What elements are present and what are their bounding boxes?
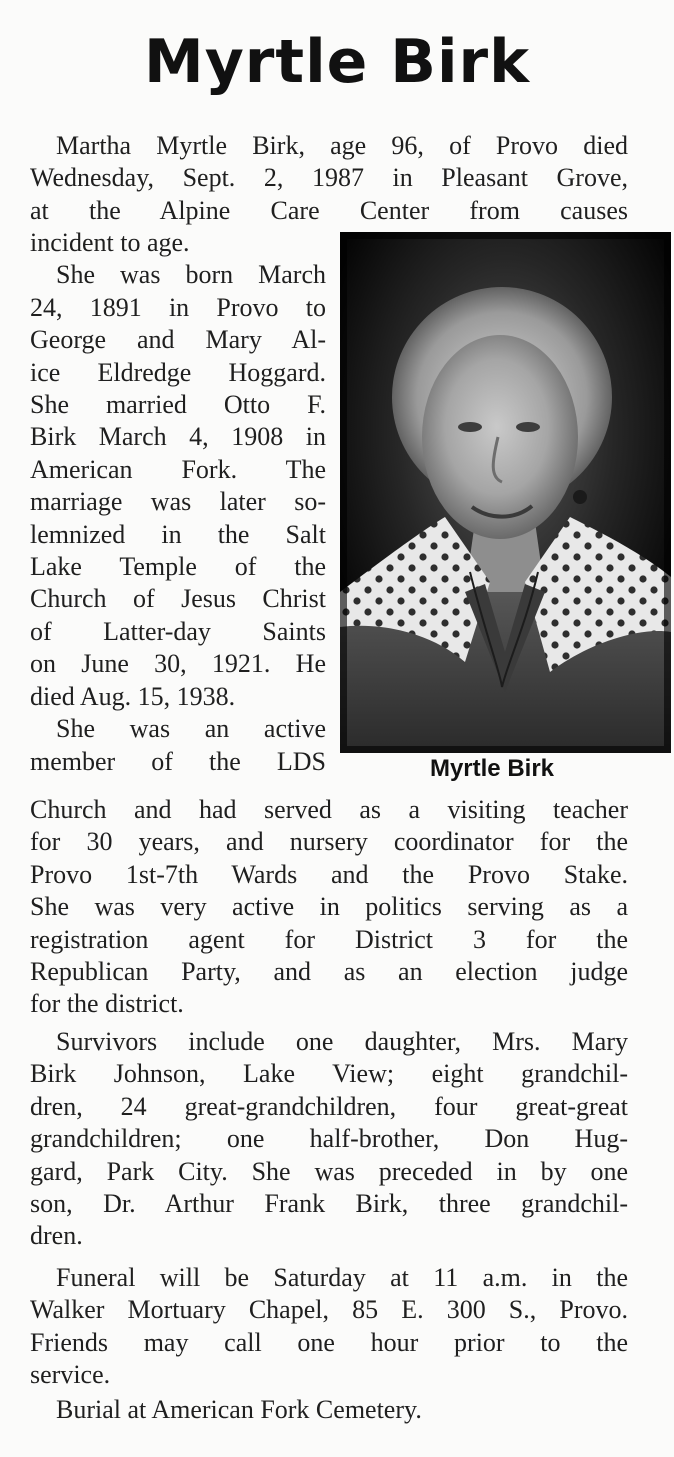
paragraph-6 bbox=[30, 1394, 628, 1426]
text-line: of Latter-day Saints bbox=[30, 616, 326, 646]
text-line: Church and had served as a visiting teacher bbox=[30, 795, 628, 824]
text-line: Church of Jesus Christ bbox=[30, 584, 326, 614]
portrait-photo bbox=[340, 232, 671, 753]
text-line: ice Eldredge Hoggard. bbox=[30, 357, 326, 387]
text-line: registration agent for District 3 for the bbox=[30, 924, 628, 954]
text-line: for 30 years, and nursery coordinator for the bbox=[30, 827, 628, 857]
text-line: on June 30, 1921. He bbox=[30, 649, 326, 679]
text-line: Burial at American Fork Cemetery. bbox=[56, 1395, 422, 1424]
text-line: Provo 1st-7th Wards and the Provo Stake. bbox=[30, 859, 628, 889]
text-line: 24, 1891 in Provo to bbox=[30, 292, 326, 322]
headline: Myrtle Birk bbox=[143, 27, 531, 97]
paragraph-3 bbox=[30, 794, 628, 1021]
text-line: at the Alpine Care Center from causes bbox=[30, 195, 628, 225]
text-line: She married Otto F. bbox=[30, 390, 326, 420]
text-line: died Aug. 15, 1938. bbox=[30, 681, 236, 711]
paragraph-5 bbox=[30, 1262, 628, 1392]
text-line: Survivors include one daughter, Mrs. Mary bbox=[56, 1027, 628, 1056]
text-line: She was very active in politics serving as a bbox=[30, 892, 628, 922]
text-line: son, Dr. Arthur Frank Birk, three grandchil- bbox=[30, 1189, 628, 1219]
text-line: member of the LDS bbox=[30, 746, 326, 776]
text-line: Wednesday, Sept. 2, 1987 in Pleasant Grove, bbox=[30, 163, 628, 193]
text-line: American Fork. The bbox=[30, 454, 326, 484]
text-line: lemnized in the Salt bbox=[30, 519, 326, 549]
text-line: dren, 24 great-grandchildren, four great-great bbox=[30, 1091, 628, 1121]
text-line: She was born March bbox=[56, 260, 326, 290]
paragraph-2 bbox=[30, 227, 326, 778]
text-line: dren. bbox=[30, 1221, 83, 1251]
text-line: grandchildren; one half-brother, Don Hug- bbox=[30, 1124, 628, 1154]
text-line: Friends may call one hour prior to the bbox=[30, 1327, 628, 1357]
text-line: service. bbox=[30, 1360, 111, 1390]
text-line: marriage was later so- bbox=[30, 487, 326, 517]
text-line: George and Mary Al- bbox=[30, 325, 326, 355]
text-line: gard, Park City. She was preceded in by one bbox=[30, 1156, 628, 1186]
text-line: Funeral will be Saturday at 11 a.m. in the bbox=[56, 1263, 628, 1292]
paragraph-1 bbox=[30, 130, 628, 227]
text-line: for the district. bbox=[30, 989, 184, 1019]
text-line: Birk March 4, 1908 in bbox=[30, 422, 326, 452]
text-line: Lake Temple of the bbox=[30, 552, 326, 582]
text-line: Birk Johnson, Lake View; eight grandchil- bbox=[30, 1059, 628, 1089]
text-line: incident to age. bbox=[30, 228, 190, 257]
text-line: She was an active bbox=[56, 714, 326, 744]
text-line: Republican Party, and as an election judge bbox=[30, 957, 628, 987]
paragraph-4 bbox=[30, 1026, 628, 1253]
text-line: Walker Mortuary Chapel, 85 E. 300 S., Provo. bbox=[30, 1295, 628, 1325]
text-line: Martha Myrtle Birk, age 96, of Provo died bbox=[56, 131, 628, 160]
photo-caption: Myrtle Birk bbox=[429, 755, 555, 782]
